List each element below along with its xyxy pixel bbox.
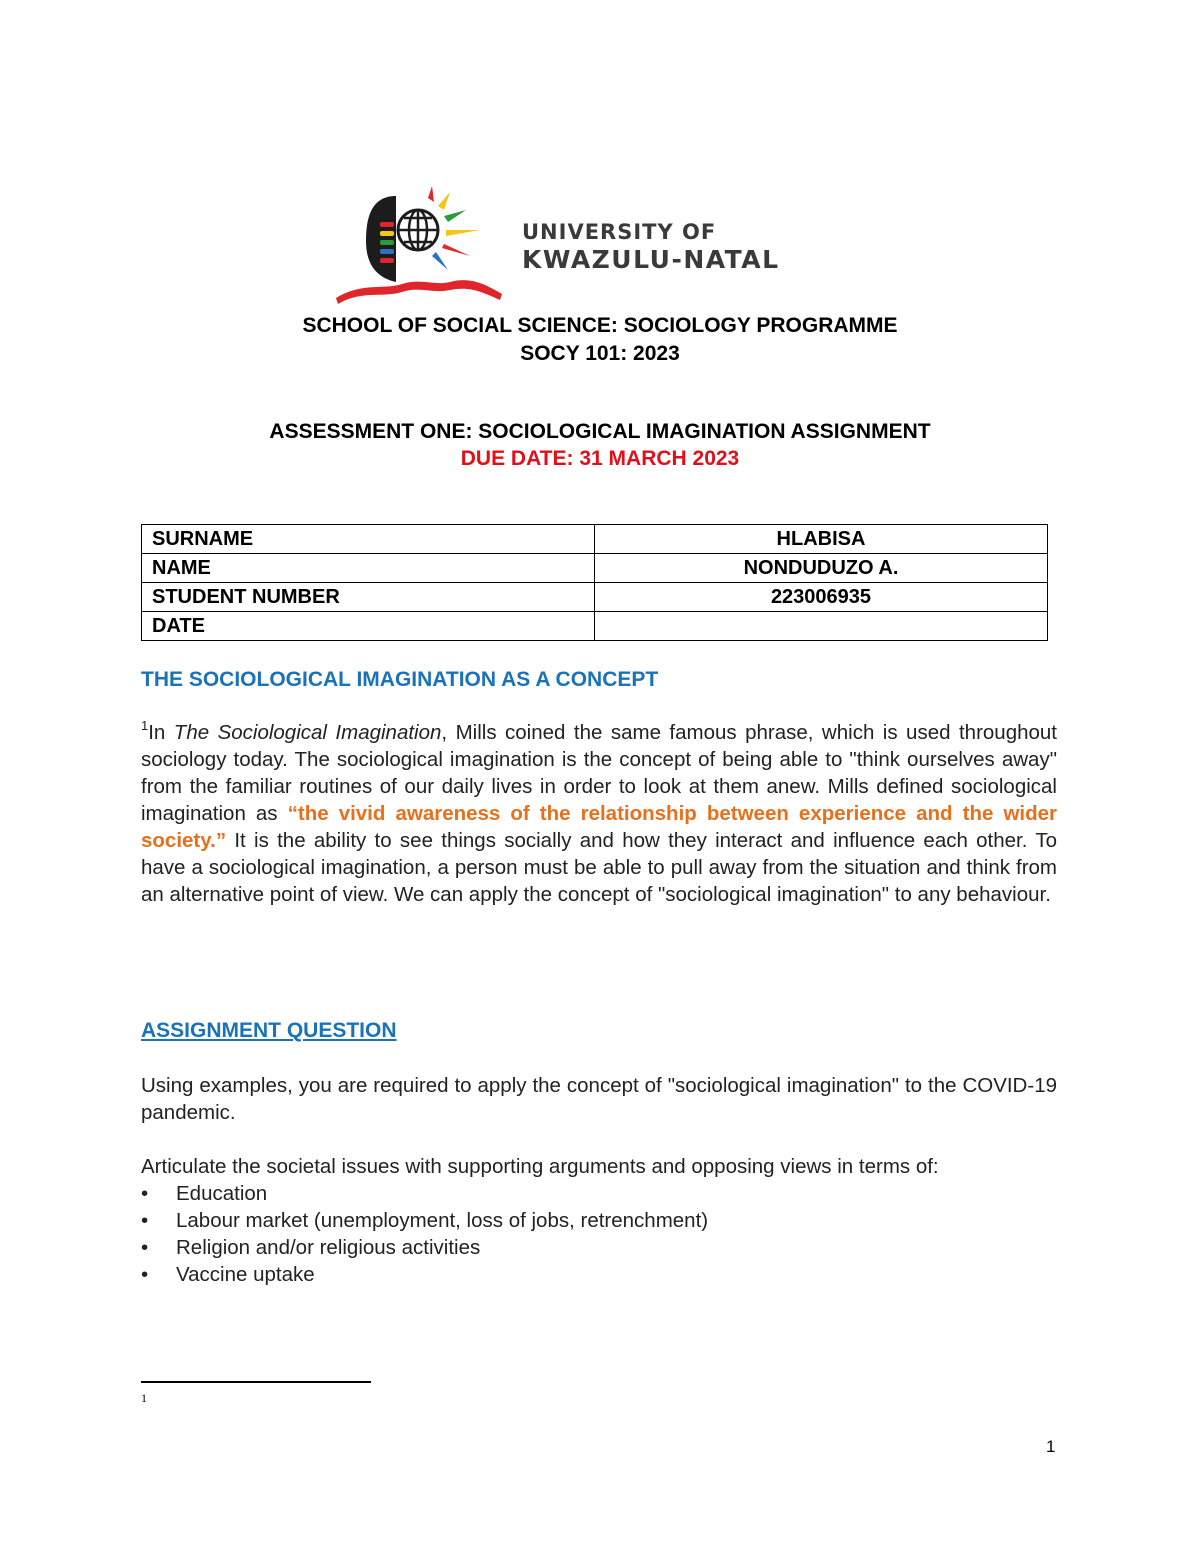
table-row — [142, 583, 1048, 612]
footnote-ref: 1 — [141, 718, 149, 733]
paragraph-text: It is the ability to see things socially and how they interact and influence each other. To have a sociological imagination, a person must be able to pull away from the situation and think from an alternative point of view. We can apply the concept of "sociological imagination" to any behaviour. — [141, 829, 1057, 906]
student-info-table — [141, 524, 1048, 641]
footnote-number: 1 — [141, 1391, 147, 1405]
list-item — [141, 1234, 708, 1261]
list-item-text: Vaccine uptake — [176, 1263, 315, 1286]
table-row — [142, 554, 1048, 583]
bullet-icon: • — [141, 1236, 149, 1259]
table-cell-label: STUDENT NUMBER — [142, 583, 595, 612]
university-logo — [332, 186, 872, 306]
list-item-text: Education — [176, 1182, 268, 1205]
paragraph-text: , Mills coined the same famous phrase, which is used throughout sociology today. The sociological imagination is the concept of being able to "think ourselves away" from the familiar routines of our daily lives in order to look at them anew. Mills defined sociological imagination as — [141, 721, 1057, 825]
bullet-icon: • — [141, 1182, 149, 1205]
logo-wordmark — [522, 220, 780, 274]
list-item — [141, 1180, 708, 1207]
list-item-text: Religion and/or religious activities — [176, 1236, 481, 1259]
table-cell-value: NONDUDUZO A. — [595, 554, 1048, 583]
bullet-icon: • — [141, 1263, 149, 1286]
table-cell-value: HLABISA — [595, 525, 1048, 554]
logo-line1: UNIVERSITY OF — [522, 220, 717, 244]
school-title: SCHOOL OF SOCIAL SCIENCE: SOCIOLOGY PROGRAMME — [302, 314, 898, 337]
definition-quote: “the vivid awareness of the relationship between experience and the wider society.” — [141, 802, 1057, 852]
due-date: DUE DATE: 31 MARCH 2023 — [460, 447, 740, 470]
bullet-icon: • — [141, 1209, 149, 1232]
university-crest-icon — [332, 186, 504, 306]
section-heading-question: ASSIGNMENT QUESTION — [141, 1019, 397, 1042]
list-item — [141, 1261, 708, 1288]
table-cell-label: DATE — [142, 612, 595, 641]
course-code: SOCY 101: 2023 — [520, 342, 680, 365]
articulate-paragraph: Articulate the societal issues with supporting arguments and opposing views in terms of: — [141, 1155, 939, 1178]
footnote-separator — [141, 1381, 371, 1383]
list-item — [141, 1207, 708, 1234]
concept-paragraph — [141, 719, 1057, 908]
list-item-text: Labour market (unemployment, loss of jobs, retrenchment) — [176, 1209, 709, 1232]
book-title: The Sociological Imagination — [173, 721, 442, 744]
page-number: 1 — [1046, 1437, 1056, 1456]
table-row — [142, 525, 1048, 554]
topic-list — [141, 1180, 708, 1288]
logo-line2: KWAZULU-NATAL — [522, 245, 780, 274]
table-cell-value: 223006935 — [595, 583, 1048, 612]
table-cell-label: SURNAME — [142, 525, 595, 554]
table-cell-value — [595, 612, 1048, 641]
assessment-title: ASSESSMENT ONE: SOCIOLOGICAL IMAGINATION ASSIGNMENT — [269, 420, 931, 443]
question-paragraph: Using examples, you are required to apply the concept of "sociological imagination" to the COVID-19 pandemic. — [141, 1074, 1057, 1124]
paragraph-text: In — [148, 721, 174, 744]
section-heading-concept: THE SOCIOLOGICAL IMAGINATION AS A CONCEPT — [141, 668, 659, 691]
table-cell-label: NAME — [142, 554, 595, 583]
table-row — [142, 612, 1048, 641]
